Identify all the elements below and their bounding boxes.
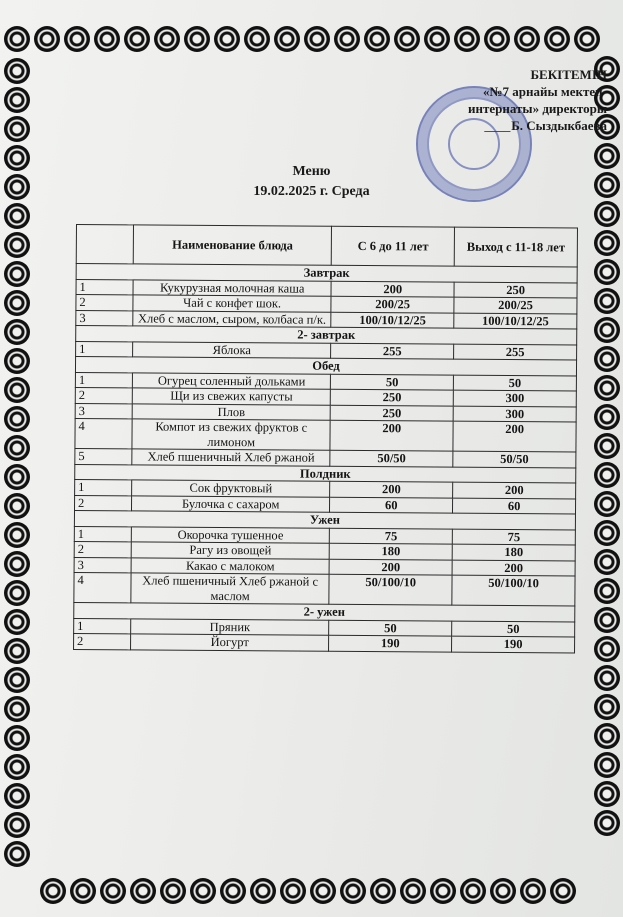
- portion-6-11: 250: [331, 389, 454, 405]
- col-age-11-18-header: Выход с 11-18 лет: [454, 227, 577, 267]
- ornament-icon: [4, 58, 30, 84]
- portion-11-18: 255: [454, 344, 577, 360]
- item-number: 1: [75, 372, 132, 388]
- portion-6-11: 200: [330, 420, 453, 451]
- ornament-icon: [190, 878, 216, 904]
- ornament-icon: [454, 26, 480, 52]
- ornament-icon: [4, 638, 30, 664]
- section-title: 2- завтрак: [76, 326, 577, 345]
- item-number: 3: [76, 310, 133, 326]
- ornament-icon: [334, 26, 360, 52]
- portion-6-11: 50/50: [330, 450, 453, 466]
- menu-table: [73, 224, 578, 653]
- ornament-icon: [574, 26, 600, 52]
- portion-11-18: 300: [453, 390, 576, 406]
- portion-11-18: 75: [452, 529, 575, 545]
- ornament-icon: [4, 667, 30, 693]
- dish-name: Плов: [132, 403, 330, 420]
- dish-name: Яблока: [133, 341, 331, 358]
- ornament-icon: [70, 878, 96, 904]
- ornament-icon: [594, 259, 620, 285]
- ornament-icon: [310, 878, 336, 904]
- section-title: Завтрак: [76, 264, 577, 283]
- ornament-icon: [594, 694, 620, 720]
- ornament-icon: [520, 878, 546, 904]
- ornament-icon: [4, 116, 30, 142]
- ornament-icon: [514, 26, 540, 52]
- ornament-icon: [274, 26, 300, 52]
- ornament-icon: [594, 636, 620, 662]
- ornament-icon: [4, 261, 30, 287]
- ornament-icon: [100, 878, 126, 904]
- portion-6-11: 60: [330, 497, 453, 513]
- portion-6-11: 50/100/10: [329, 574, 452, 605]
- ornament-icon: [594, 549, 620, 575]
- ornament-icon: [340, 878, 366, 904]
- ornament-icon: [4, 232, 30, 258]
- portion-11-18: 50: [453, 375, 576, 391]
- ornament-border-top: [4, 26, 600, 52]
- table-row: [75, 418, 576, 451]
- portion-11-18: 250: [454, 282, 577, 298]
- item-number: 2: [74, 633, 131, 649]
- ornament-icon: [280, 878, 306, 904]
- item-number: 3: [75, 403, 132, 419]
- ornament-icon: [4, 551, 30, 577]
- table-row: [74, 572, 575, 605]
- portion-6-11: 200/25: [331, 296, 454, 312]
- ornament-icon: [594, 665, 620, 691]
- ornament-icon: [424, 26, 450, 52]
- ornament-icon: [594, 375, 620, 401]
- ornament-icon: [250, 878, 276, 904]
- dish-name: Сок фруктовый: [132, 480, 330, 497]
- item-number: 4: [75, 418, 132, 448]
- dish-name: Какао с малоком: [131, 557, 329, 574]
- dish-name: Компот из свежих фруктов с лимоном: [132, 419, 330, 450]
- ornament-icon: [594, 462, 620, 488]
- portion-6-11: 50: [329, 620, 452, 636]
- item-number: 2: [74, 541, 131, 557]
- ornament-icon: [4, 377, 30, 403]
- col-dish-header: Наименование блюда: [133, 225, 332, 265]
- portion-6-11: 50: [331, 374, 454, 390]
- ornament-icon: [430, 878, 456, 904]
- ornament-icon: [4, 754, 30, 780]
- item-number: 5: [75, 448, 132, 464]
- dish-name: Булочка с сахаром: [132, 495, 330, 512]
- dish-name: Чай с конфет шок.: [133, 295, 331, 312]
- approval-position: интернаты» директоры: [468, 101, 607, 116]
- ornament-icon: [594, 723, 620, 749]
- portion-11-18: 50: [452, 621, 575, 637]
- ornament-icon: [400, 878, 426, 904]
- approval-heading: БЕКІТЕМІН: [530, 67, 607, 82]
- ornament-icon: [594, 317, 620, 343]
- item-number: 2: [74, 495, 131, 511]
- col-age-6-11-header: С 6 до 11 лет: [332, 226, 455, 266]
- dish-name: Хлеб пшеничный Хлеб ржаной с маслом: [131, 573, 329, 604]
- ornament-icon: [220, 878, 246, 904]
- item-number: 1: [76, 279, 133, 295]
- ornament-icon: [4, 203, 30, 229]
- ornament-icon: [4, 609, 30, 635]
- item-number: 3: [74, 557, 131, 573]
- ornament-icon: [370, 878, 396, 904]
- ornament-icon: [484, 26, 510, 52]
- approval-school: «№7 арнайы мектеп-: [482, 84, 607, 99]
- ornament-icon: [130, 878, 156, 904]
- dish-name: Окорочка тушенное: [131, 526, 329, 543]
- ornament-icon: [4, 580, 30, 606]
- dish-name: Огурец соленный дольками: [132, 372, 330, 389]
- ornament-icon: [594, 607, 620, 633]
- ornament-icon: [214, 26, 240, 52]
- ornament-icon: [160, 878, 186, 904]
- ornament-icon: [4, 290, 30, 316]
- ornament-icon: [4, 406, 30, 432]
- item-number: 1: [74, 526, 131, 542]
- portion-6-11: 200: [329, 559, 452, 575]
- page-title: Меню: [292, 164, 331, 179]
- approval-signatory: ____Б. Сыздыкбаева: [485, 118, 607, 133]
- ornament-icon: [594, 201, 620, 227]
- ornament-icon: [594, 288, 620, 314]
- ornament-icon: [550, 878, 576, 904]
- ornament-icon: [4, 435, 30, 461]
- ornament-icon: [544, 26, 570, 52]
- ornament-icon: [64, 26, 90, 52]
- dish-name: Хлеб с маслом, сыром, колбаса п/к.: [133, 310, 331, 327]
- portion-6-11: 255: [331, 343, 454, 359]
- portion-11-18: 200: [452, 560, 575, 576]
- ornament-icon: [184, 26, 210, 52]
- section-title: Обед: [75, 357, 576, 376]
- item-number: 1: [75, 479, 132, 495]
- ornament-icon: [154, 26, 180, 52]
- portion-11-18: 190: [452, 636, 575, 652]
- ornament-icon: [304, 26, 330, 52]
- col-number-header: [76, 225, 133, 264]
- item-number: 4: [74, 572, 131, 602]
- ornament-icon: [394, 26, 420, 52]
- ornament-icon: [94, 26, 120, 52]
- dish-name: Йогурт: [131, 634, 329, 651]
- portion-6-11: 180: [329, 543, 452, 559]
- ornament-icon: [594, 346, 620, 372]
- ornament-icon: [594, 404, 620, 430]
- approval-block: [468, 66, 607, 134]
- item-number: 2: [76, 295, 133, 311]
- ornament-icon: [124, 26, 150, 52]
- portion-6-11: 200: [330, 481, 453, 497]
- portion-11-18: 200: [453, 421, 576, 452]
- ornament-icon: [364, 26, 390, 52]
- ornament-icon: [594, 230, 620, 256]
- ornament-border-bottom: [40, 878, 576, 904]
- portion-11-18: 200/25: [454, 297, 577, 313]
- ornament-icon: [594, 810, 620, 836]
- ornament-icon: [4, 493, 30, 519]
- ornament-icon: [594, 752, 620, 778]
- dish-name: Щи из свежих капусты: [132, 388, 330, 405]
- dish-name: Пряник: [131, 618, 329, 635]
- signature-mark: ____: [485, 118, 512, 133]
- portion-6-11: 200: [331, 281, 454, 297]
- dish-name: Хлеб пшеничный Хлеб ржаной: [132, 449, 330, 466]
- dish-name: Рагу из овощей: [131, 542, 329, 559]
- table-header-row: [76, 225, 577, 267]
- ornament-icon: [4, 725, 30, 751]
- portion-11-18: 200: [453, 482, 576, 498]
- ornament-icon: [490, 878, 516, 904]
- section-title: 2- ужен: [74, 602, 575, 621]
- ornament-icon: [594, 491, 620, 517]
- menu-date: 19.02.2025 г. Среда: [253, 184, 370, 199]
- portion-6-11: 250: [330, 405, 453, 421]
- portion-11-18: 100/10/12/25: [454, 313, 577, 329]
- ornament-icon: [4, 464, 30, 490]
- ornament-icon: [4, 841, 30, 867]
- portion-11-18: 50/100/10: [452, 575, 575, 606]
- section-title: Ужен: [74, 510, 575, 529]
- portion-6-11: 100/10/12/25: [331, 312, 454, 328]
- portion-6-11: 190: [329, 635, 452, 651]
- ornament-icon: [4, 522, 30, 548]
- ornament-icon: [460, 878, 486, 904]
- ornament-icon: [40, 878, 66, 904]
- portion-11-18: 300: [453, 406, 576, 422]
- section-title: Полдник: [75, 464, 576, 483]
- portion-6-11: 75: [330, 528, 453, 544]
- ornament-icon: [4, 696, 30, 722]
- item-number: 2: [75, 387, 132, 403]
- portion-11-18: 180: [452, 544, 575, 560]
- item-number: 1: [76, 341, 133, 357]
- portion-11-18: 60: [453, 498, 576, 514]
- ornament-icon: [4, 319, 30, 345]
- ornament-icon: [594, 578, 620, 604]
- ornament-icon: [34, 26, 60, 52]
- ornament-icon: [4, 87, 30, 113]
- item-number: 1: [74, 618, 131, 634]
- dish-name: Кукурузная молочная каша: [133, 279, 331, 296]
- ornament-icon: [4, 26, 30, 52]
- ornament-icon: [594, 520, 620, 546]
- ornament-icon: [4, 783, 30, 809]
- ornament-icon: [4, 348, 30, 374]
- ornament-icon: [4, 812, 30, 838]
- table-row: [74, 633, 575, 652]
- ornament-icon: [244, 26, 270, 52]
- portion-11-18: 50/50: [453, 451, 576, 467]
- ornament-icon: [594, 781, 620, 807]
- ornament-icon: [594, 433, 620, 459]
